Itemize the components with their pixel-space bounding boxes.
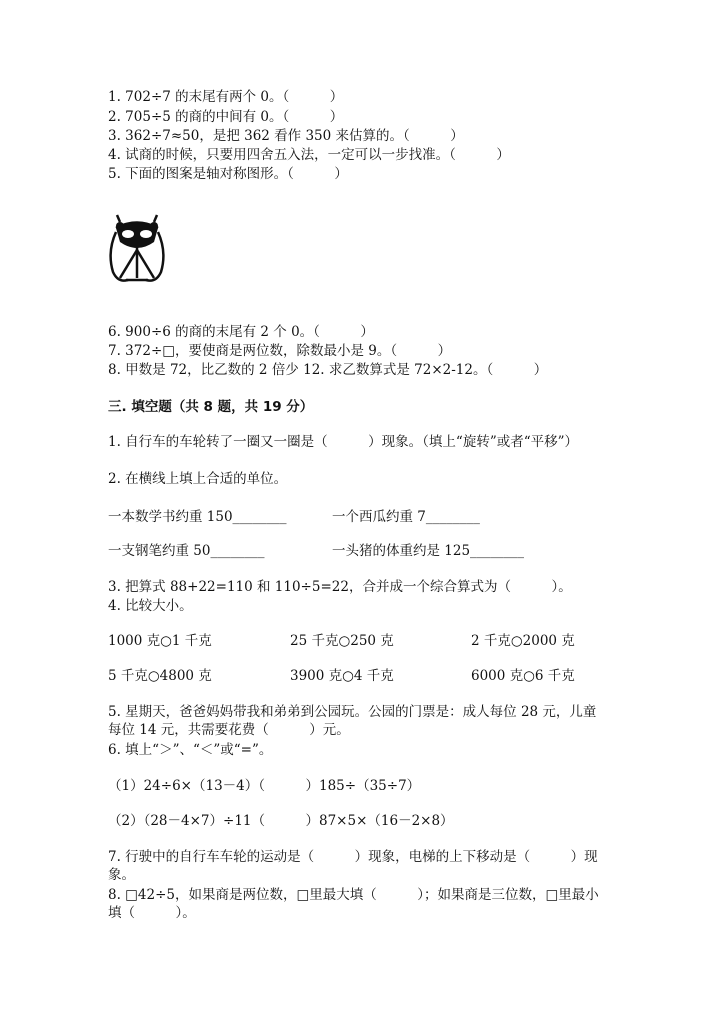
- section-title: 三. 填空题（共 8 题，共 19 分）: [108, 399, 314, 415]
- fill-question-8: 8. □42÷5，如果商是两位数，□里最大填（ ）；如果商是三位数，□里最小填（ ）。: [108, 887, 599, 921]
- fill-question-6: 6. 填上“＞”、“＜”或“=”。: [108, 742, 273, 758]
- fill-question-7: 7. 行驶中的自行车车轮的运动是（ ）现象，电梯的上下移动是（ ）现象。: [108, 849, 598, 883]
- compare-expression-1: （1）24÷6×（13－4）（ ）185÷（35÷7）: [108, 778, 421, 794]
- fill-question-5: 5. 星期天，爸爸妈妈带我和弟弟到公园玩。公园的门票是：成人每位 28 元，儿童每位 14 元，共需要花费（ ）元。: [108, 704, 597, 738]
- compare-item-1: 1000 克○1 千克: [108, 633, 212, 649]
- judge-question-3: 3. 362÷7≈50，是把 362 看作 350 来估算的。（ ）: [108, 128, 464, 144]
- fill-question-3: 3. 把算式 88+22=110 和 110÷5=22，合并成一个综合算式为（ ）。: [108, 579, 572, 595]
- judge-question-7: 7. 372÷□，要使商是两位数，除数最小是 9。（ ）: [108, 343, 452, 359]
- fill-q2-item-3: 一支钢笔约重 50________: [108, 543, 265, 559]
- fill-q2-item-4: 一头猪的体重约是 125________: [332, 543, 525, 559]
- judge-question-1: 1. 702÷7 的末尾有两个 0。（ ）: [108, 89, 344, 105]
- judge-question-8: 8. 甲数是 72，比乙数的 2 倍少 12. 求乙数算式是 72×2-12。（ ）: [108, 362, 548, 378]
- judge-question-6: 6. 900÷6 的商的末尾有 2 个 0。（ ）: [108, 324, 374, 340]
- bug-figure: [104, 212, 170, 288]
- judge-question-2: 2. 705÷5 的商的中间有 0。（ ）: [108, 109, 344, 125]
- fill-q2-item-2: 一个西瓜约重 7________: [332, 509, 480, 525]
- judge-question-4: 4. 试商的时候，只要用四舍五入法，一定可以一步找准。（ ）: [108, 147, 510, 163]
- compare-item-2: 25 千克○250 克: [290, 633, 394, 649]
- fill-question-1: 1. 自行车的车轮转了一圈又一圈是（ ）现象。（填上“旋转”或者“平移”）: [108, 434, 579, 450]
- compare-item-6: 6000 克○6 千克: [471, 668, 575, 684]
- judge-question-5: 5. 下面的图案是轴对称图形。（ ）: [108, 166, 348, 182]
- fill-question-2: 2. 在横线上填上合适的单位。: [108, 471, 288, 487]
- compare-item-3: 2 千克○2000 克: [471, 633, 575, 649]
- fill-question-4: 4. 比较大小。: [108, 598, 193, 614]
- compare-item-4: 5 千克○4800 克: [108, 668, 212, 684]
- compare-expression-2: （2）（28－4×7）÷11（ ）87×5×（16－2×8）: [108, 813, 454, 829]
- compare-item-5: 3900 克○4 千克: [290, 668, 394, 684]
- fill-q2-item-1: 一本数学书约重 150________: [108, 509, 287, 525]
